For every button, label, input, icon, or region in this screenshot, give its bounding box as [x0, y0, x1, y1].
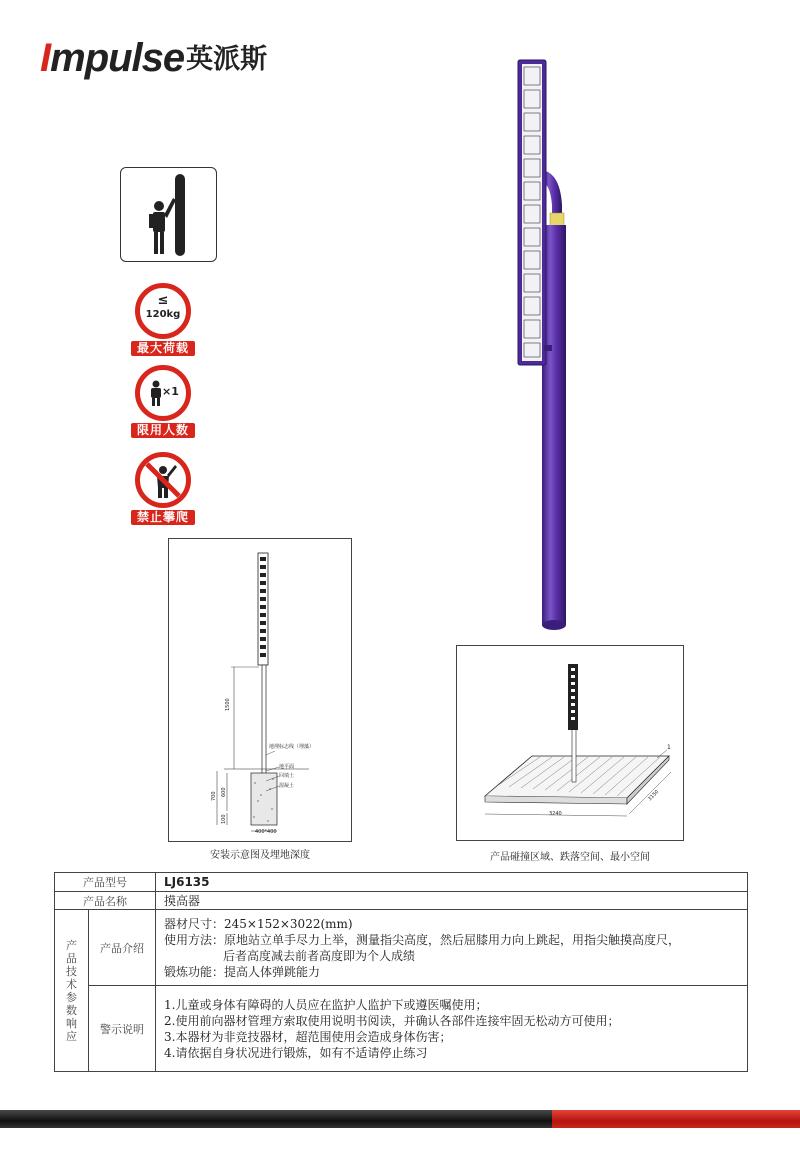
intro-content	[156, 910, 748, 986]
logo-rest: mpulse	[50, 36, 185, 80]
usage-line-1: 使用方法：原地站立单手尽力上举，测量指尖高度，然后屈膝用力向上跳起，用指尖触摸高度尺，	[164, 932, 681, 947]
note-base: 混凝土	[279, 783, 295, 789]
size-line: 器材尺寸：245×152×3022(mm)	[164, 916, 353, 931]
warning-list	[156, 986, 748, 1072]
no-climbing-circle	[135, 452, 191, 508]
installation-caption: 安装示意图及埋地深度	[210, 850, 310, 861]
safety-zone-caption: 产品碰撞区域、跌落空间、最小空间	[490, 852, 650, 863]
dim-footing: 400*400	[255, 829, 277, 835]
climbing-person-icon	[140, 457, 186, 503]
logo-first-letter: I	[40, 36, 51, 80]
warning-row	[55, 986, 748, 1072]
name-label: 产品名称	[55, 892, 156, 910]
brand-logo	[40, 38, 267, 78]
warning-item: 2.使用前向器材管理方索取使用说明书阅读，并确认各部件连接牢固无松动方可使用；	[164, 1013, 620, 1028]
model-row	[55, 873, 748, 892]
zone-depth-dim: 3150	[647, 788, 661, 803]
max-load-sign	[131, 283, 195, 356]
warning-item: 4.请依据自身状况进行锻炼，如有不适请停止练习	[164, 1045, 428, 1060]
user-limit-circle	[135, 365, 191, 421]
dim-depth: 700	[211, 791, 217, 801]
name-value: 摸高器	[156, 892, 748, 910]
max-load-label: 最大荷载	[131, 341, 195, 356]
user-limit-label: 限用人数	[131, 423, 195, 438]
dim-sub-depth: 100	[221, 814, 227, 824]
user-limit-value: ×1	[162, 385, 179, 398]
zone-width-dim: 3240	[549, 811, 562, 817]
intro-row	[55, 910, 748, 986]
footer-bar-red	[552, 1110, 800, 1128]
logo-wordmark	[40, 38, 184, 78]
max-load-circle	[135, 283, 191, 339]
less-equal-icon: ≤	[157, 293, 169, 308]
usage-line-2: 后者高度减去前者高度即为个人成绩	[223, 948, 416, 963]
intro-label: 产品介绍	[89, 910, 156, 986]
installation-drawing	[168, 538, 352, 842]
footer-bar-dark	[0, 1110, 552, 1128]
note-ground-line: 地埋标志线（埋藻）	[269, 744, 315, 750]
product-render	[500, 55, 590, 635]
usage-pictogram-icon	[120, 167, 217, 262]
logo-chinese: 英派斯	[186, 44, 268, 75]
no-climbing-label: 禁止攀爬	[131, 510, 195, 525]
no-climbing-sign	[131, 452, 195, 525]
warning-item: 3.本器材为非竞技器材，超范围使用会造成身体伤害；	[164, 1029, 452, 1044]
tech-cell	[55, 910, 89, 1072]
name-row	[55, 892, 748, 910]
dim-base-depth: 600	[221, 787, 227, 797]
safety-zone-svg	[457, 646, 683, 840]
tech-label: 产品技术参数响应	[66, 938, 77, 1043]
note-surface: 地平面	[279, 764, 295, 770]
model-label: 产品型号	[55, 873, 156, 892]
function-line: 锻炼功能：提高人体弹跳能力	[164, 964, 321, 979]
person-icon	[149, 380, 163, 406]
safety-zone-drawing	[456, 645, 684, 841]
user-limit-sign	[131, 365, 195, 438]
installation-svg	[169, 539, 351, 841]
note-concrete: 回填土	[279, 773, 295, 779]
warning-item: 1.儿童或身体有障碍的人员应在监护人监护下或遵医嘱使用；	[164, 997, 488, 1012]
max-load-value: 120kg	[145, 309, 181, 320]
dim-height-above: 1500	[225, 698, 231, 711]
zone-marker: 1	[667, 744, 671, 751]
warning-label: 警示说明	[89, 986, 156, 1072]
model-value: LJ6135	[156, 873, 748, 892]
spec-table	[54, 872, 748, 1072]
